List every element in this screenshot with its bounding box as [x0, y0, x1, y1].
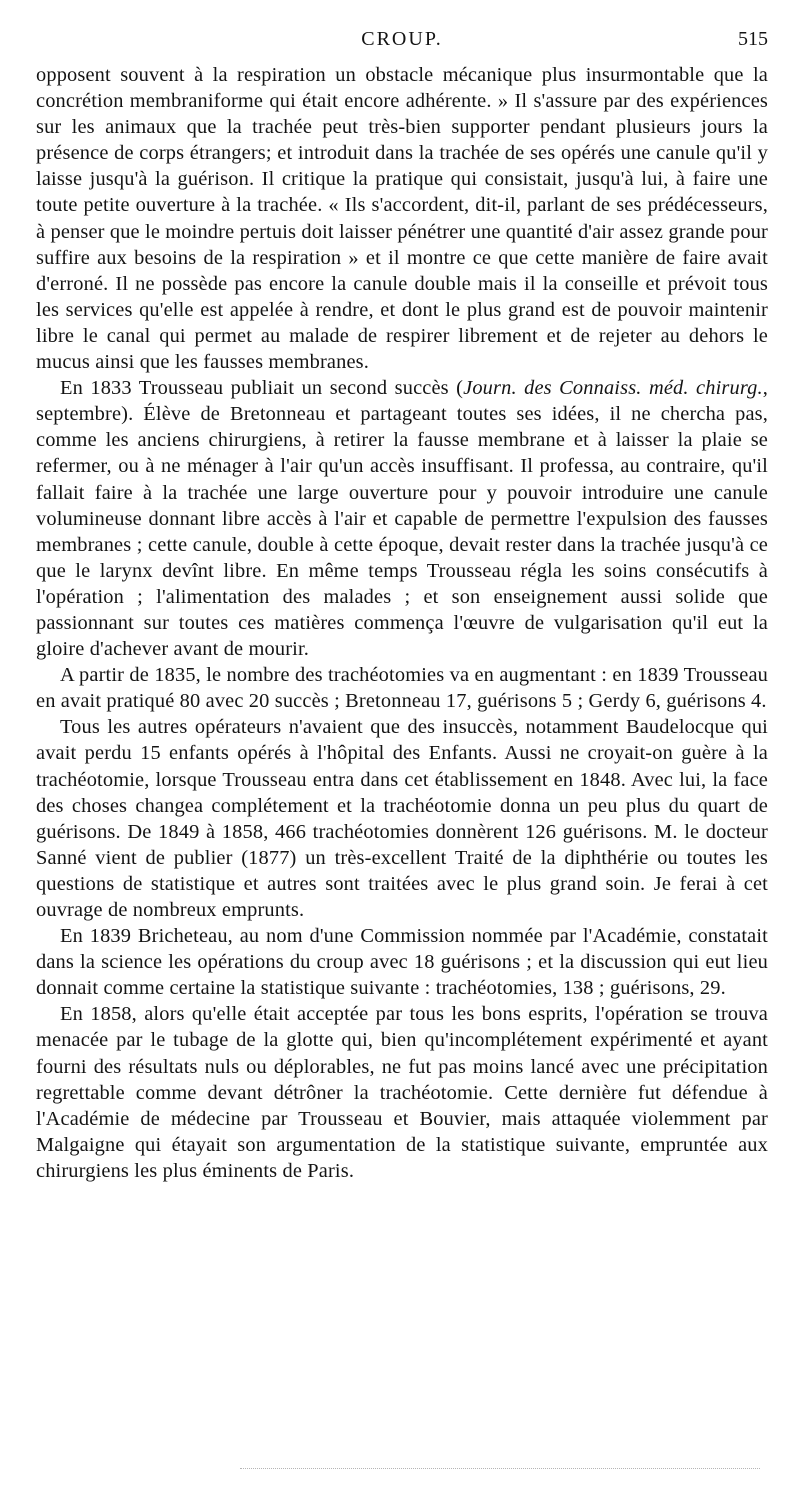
paragraph-text: En 1833 Trousseau publiait un second succès ( [60, 377, 464, 400]
page-number: 515 [738, 28, 768, 50]
paragraph-text: , septembre). Élève de Bretonneau et partageant toutes ses idées, il ne chercha pas, comme les anciens chirurgiens, à retirer la fausse membrane et à laisser la plaie se refermer, ou à ne ménager à l'air qu'un accès insuffisant. Il professa, au contraire, qu'il fallait faire à la trachée une large ouverture pour y pouvoir introduire une canule volumineuse donnant libre accès à l'air et capable de permettre l'expulsion des fausses membranes ; cette canule, double à cette époque, devait rester dans la trachée jusqu'à ce que le larynx devînt libre. En même temps Trousseau régla les soins consécutifs à l'opération ; l'alimentation des malades ; et son enseignement aussi solide que passionnant sur toutes ces matières commença l'œuvre de vulgarisation qu'il eut la gloire d'achever avant de mourir. [36, 377, 769, 661]
body-text [36, 62, 768, 1184]
journal-citation: Journ. des Connaiss. méd. chirurg. [463, 377, 763, 400]
footer-scan-rule [240, 1468, 760, 1469]
running-title: CROUP. [361, 28, 443, 50]
paragraph: Tous les autres opérateurs n'avaient que des insuccès, notamment Baudelocque qui avait perdu 15 enfants opérés à l'hôpital des Enfants. Aussi ne croyait-on guère à la trachéotomie, lorsque Trousseau entra dans cet établissement en 1848. Avec lui, la face des choses changea complétement et la trachéotomie donna un peu plus du quart de guérisons. De 1849 à 1858, 466 trachéotomies donnèrent 126 guérisons. M. le docteur Sanné vient de publier (1877) un très-excellent Traité de la diphthérie ou toutes les questions de statistique et autres sont traitées avec le plus grand soin. Je ferai à cet ouvrage de nombreux emprunts. [36, 716, 768, 921]
page-header [36, 28, 768, 62]
paragraph: En 1839 Bricheteau, au nom d'une Commission nommée par l'Académie, constatait dans la science les opérations du croup avec 18 guérisons ; et la discussion qui eut lieu donnait comme certaine la statistique suivante : trachéotomies, 138 ; guérisons, 29. [36, 925, 768, 1000]
paragraph [36, 375, 768, 662]
paragraph: A partir de 1835, le nombre des trachéotomies va en augmentant : en 1839 Trousseau en avait pratiqué 80 avec 20 succès ; Bretonneau 17, guérisons 5 ; Gerdy 6, guérisons 4. [36, 664, 768, 713]
paragraph: opposent souvent à la respiration un obstacle mécanique plus insurmontable que la concrétion membraniforme qui était encore adhérente. » Il s'assure par des expériences sur les animaux que la trachée peut très-bien supporter pendant plusieurs jours la présence de corps étrangers; et introduit dans la trachée de ses opérés une canule qu'il y laisse jusqu'à la guérison. Il critique la pratique qui consistait, jusqu'à lui, à faire une toute petite ouverture à la trachée. « Ils s'accordent, dit-il, parlant de ses prédécesseurs, à penser que le moindre pertuis doit laisser pénétrer une quantité d'air assez grande pour suffire aux besoins de la respiration » et il montre ce que cette manière de faire avait d'erroné. Il ne possède pas encore la canule double mais il la conseille et prévoit tous les services qu'elle est appelée à rendre, et dont le plus grand est de pouvoir maintenir libre le canal qui permet au malade de respirer librement et de rejeter au dehors le mucus ainsi que les fausses membranes. [36, 64, 768, 374]
paragraph: En 1858, alors qu'elle était acceptée par tous les bons esprits, l'opération se trouva menacée par le tubage de la glotte qui, bien qu'incomplétement expérimenté et ayant fourni des résultats nuls ou déplorables, ne fut pas moins lancé avec une précipitation regrettable comme devant détrôner la trachéotomie. Cette dernière fut défendue à l'Académie de médecine par Trousseau et Bouvier, mais attaquée violemment par Malgaigne qui étayait son argumentation de la statistique suivante, empruntée aux chirurgiens les plus éminents de Paris. [36, 1003, 768, 1182]
book-page [36, 28, 768, 1184]
